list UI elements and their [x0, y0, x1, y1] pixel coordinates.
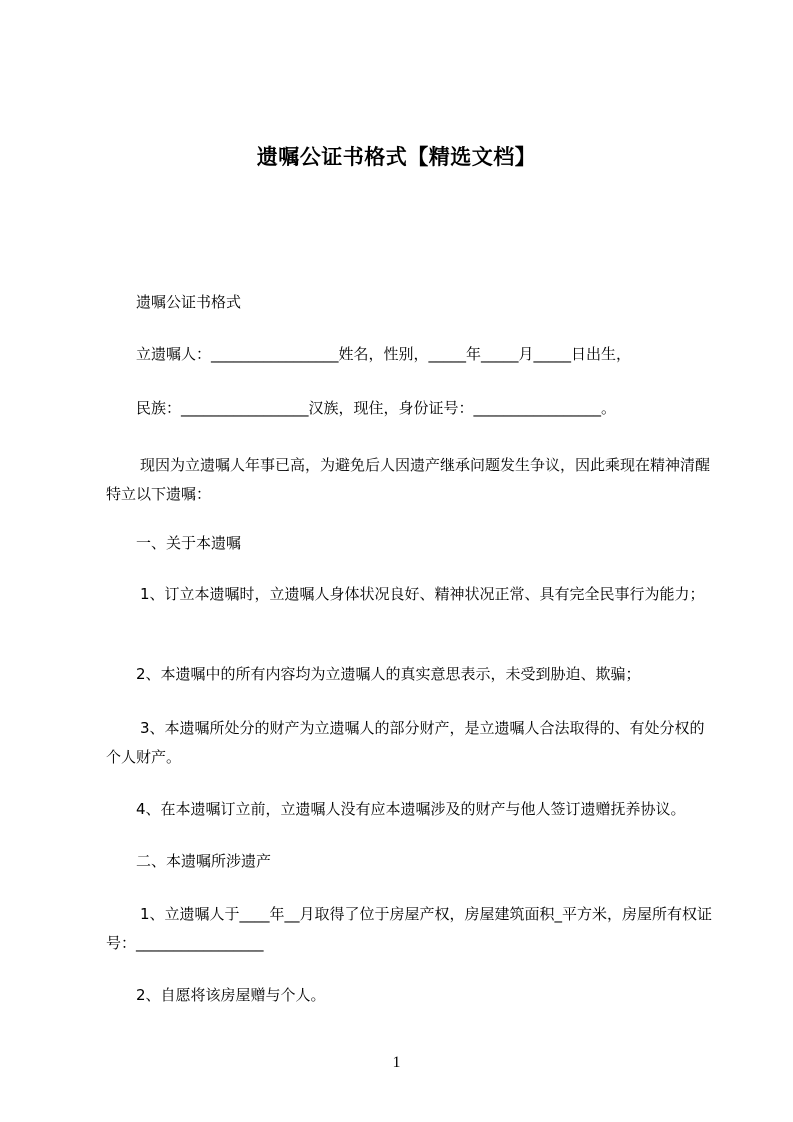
document-title: 遗嘱公证书格式【精选文档】	[256, 145, 537, 169]
paragraph-ethnicity-id: 民族：_________________汉族，现住，身份证号：_________________。	[136, 399, 617, 417]
paragraph-heading-format: 遗嘱公证书格式	[136, 293, 242, 311]
paragraph-clause-1-1: 1、订立本遗嘱时，立遗嘱人身体状况良好、精神状况正常、具有完全民事行为能力；	[140, 585, 705, 603]
paragraph-preamble: 现因为立遗嘱人年事已高，为避免后人因遗产继承问题发生争议，因此乘现在精神清醒特立以下遗嘱：	[106, 456, 711, 503]
section-heading-about-will: 一、关于本遗嘱	[136, 534, 242, 552]
paragraph-testator-info: 立遗嘱人：_________________姓名，性别，_____年_____月_____日出生，	[136, 345, 632, 363]
page-number: 1	[392, 1054, 401, 1071]
paragraph-clause-2-2: 2、自愿将该房屋赠与个人。	[136, 986, 326, 1004]
section-heading-estate: 二、本遗嘱所涉遗产	[136, 852, 272, 870]
paragraph-clause-1-2: 2、本遗嘱中的所有内容均为立遗嘱人的真实意思表示，未受到胁迫、欺骗；	[136, 665, 641, 683]
paragraph-clause-2-1: 1、立遗嘱人于____年__月取得了位于房屋产权，房屋建筑面积_平方米，房屋所有权证号：_________________	[106, 905, 713, 952]
paragraph-clause-1-3: 3、本遗嘱所处分的财产为立遗嘱人的部分财产，是立遗嘱人合法取得的、有处分权的个人财产。	[106, 719, 705, 766]
paragraph-clause-1-4: 4、在本遗嘱订立前，立遗嘱人没有应本遗嘱涉及的财产与他人签订遗赠抚养协议。	[136, 800, 686, 818]
